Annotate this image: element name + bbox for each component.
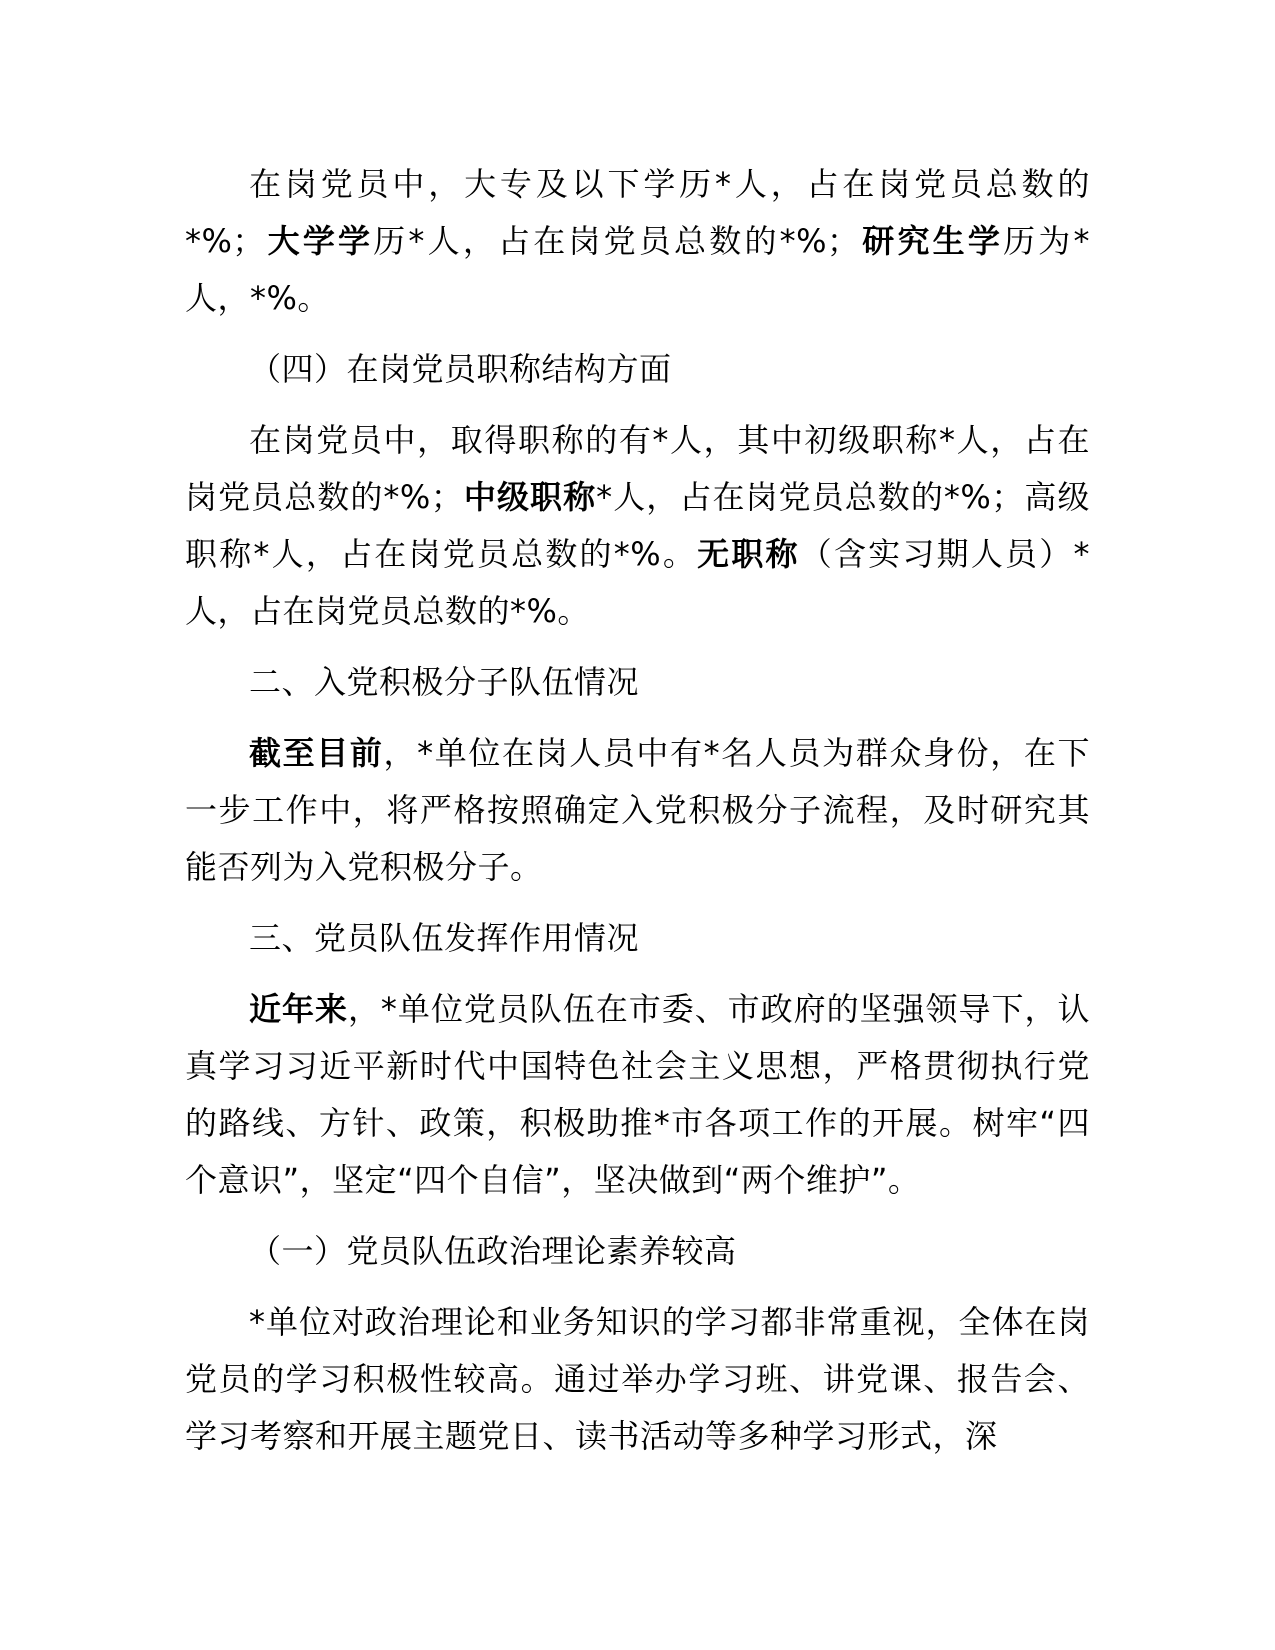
section-heading <box>185 654 1090 711</box>
bold-text-run: 大学学 <box>264 222 374 260</box>
text-run: 在岗党员中，大专及以下学历*人，占在岗党员总数的*%； <box>185 165 1090 260</box>
bold-text-run: 截至目前 <box>249 734 384 772</box>
bold-text-run: 无职称 <box>697 535 800 573</box>
document-body <box>185 156 1090 1479</box>
text-run: （一）党员队伍政治理论素养较高 <box>249 1232 737 1270</box>
text-run: 历*人，占在岗党员总数的*%； <box>373 222 860 260</box>
bold-text-run: 研究生学 <box>859 222 1004 260</box>
text-run: ，*单位在岗人员中有*名人员为群众身份，在下一步工作中，将严格按照确定入党积极分子流程，及时研究其能否列为入党积极分子。 <box>185 734 1090 886</box>
bold-text-run: 近年来 <box>249 990 348 1028</box>
text-run: （含实习期人员）*人，占在岗党员总数的*%。 <box>185 535 1090 630</box>
body-paragraph <box>185 156 1090 327</box>
text-run: 历为*人，*%。 <box>185 222 1090 317</box>
section-heading <box>185 341 1090 398</box>
section-heading <box>185 1223 1090 1280</box>
text-run: 二、入党积极分子队伍情况 <box>249 663 640 701</box>
body-paragraph <box>185 725 1090 896</box>
text-run: *人，占在岗党员总数的*%；高级职称*人，占在岗党员总数的*%。 <box>185 478 1090 573</box>
text-run: ，*单位党员队伍在市委、市政府的坚强领导下，认真学习习近平新时代中国特色社会主义思想，严格贯彻执行党的路线、方针、政策，积极助推*市各项工作的开展。树牢“四个意识”，坚定“四个自信”，坚决做到“两个维护”。 <box>185 990 1090 1199</box>
text-run: *单位对政治理论和业务知识的学习都非常重视，全体在岗党员的学习积极性较高。通过举办学习班、讲党课、报告会、学习考察和开展主题党日、读书活动等多种学习形式，深 <box>185 1303 1090 1455</box>
bold-text-run: 中级职称 <box>463 478 597 516</box>
body-paragraph <box>185 981 1090 1209</box>
body-paragraph <box>185 1294 1090 1465</box>
text-run: 三、党员队伍发挥作用情况 <box>249 919 640 957</box>
section-heading <box>185 910 1090 967</box>
text-run: 在岗党员中，取得职称的有*人，其中初级职称*人，占在岗党员总数的*%； <box>185 421 1090 516</box>
body-paragraph <box>185 412 1090 640</box>
text-run: （四）在岗党员职称结构方面 <box>249 350 672 388</box>
